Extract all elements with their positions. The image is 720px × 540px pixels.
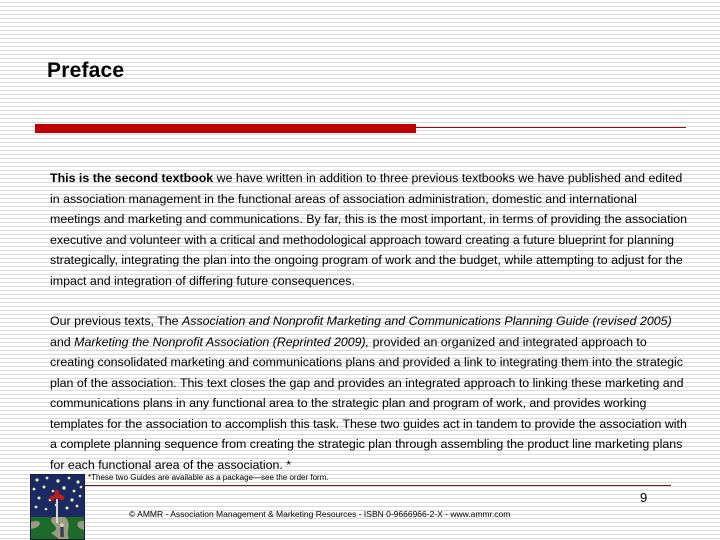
paragraph-2-part-3: provided an organized and integrated approach to creating consolidated marketing and communications plans and provided a link to integrating them into the strategic plan of the association. This text closes the gap and provides an integrated approach to linking these marketing and communications plans in any functional area to the strategic plan and program of work, and provides working templates for the association to accomplish this task. These two guides act in tandem to provide the association with a complete planning sequence from creating the strategic plan through assembling the product line marketing plans for each functional area of the association. * — [50, 334, 687, 472]
paragraph-2-part-2: and — [50, 334, 75, 349]
paragraph-1-rest: we have written in addition to three previous textbooks we have published and edited in association management in the functional areas of association administration, domestic and international meetings and marketing and communications. By far, this is the most important, in terms of providing the association executive and volunteer with a critical and methodological approach toward creating a future blueprint for planning strategically, integrating the plan into the ongoing program of work and the budget, while attempting to adjust for the impact and integration of differing future consequences. — [50, 171, 688, 288]
ammr-logo — [30, 474, 85, 540]
footer-divider — [58, 485, 671, 486]
paragraph-2 — [50, 311, 688, 475]
paragraph-2-title-2: Marketing the Nonprofit Association (Reprinted 2009), — [74, 334, 370, 349]
body-copy — [50, 168, 688, 475]
page-title: Preface — [47, 59, 125, 82]
page-number: 9 — [640, 490, 648, 505]
night-sky-illustration-icon — [31, 475, 84, 539]
paragraph-1 — [50, 168, 688, 291]
paragraph-2-part-1: Our previous texts, The — [50, 314, 182, 328]
title-divider-thin — [416, 127, 686, 128]
paragraph-2-title-1: Association and Nonprofit Marketing and Communications Planning Guide (revised 2005) — [182, 314, 672, 328]
footnote: *These two Guides are available as a package—see the order form. — [88, 473, 329, 482]
copyright-footer: © AMMR - Association Management & Marketing Resources - ISBN 0-9666966-2-X - www.ammr.com — [129, 509, 511, 519]
title-divider-thick — [35, 124, 416, 133]
title-divider — [35, 124, 686, 133]
paragraph-1-lead: This is the second textbook — [50, 171, 214, 185]
